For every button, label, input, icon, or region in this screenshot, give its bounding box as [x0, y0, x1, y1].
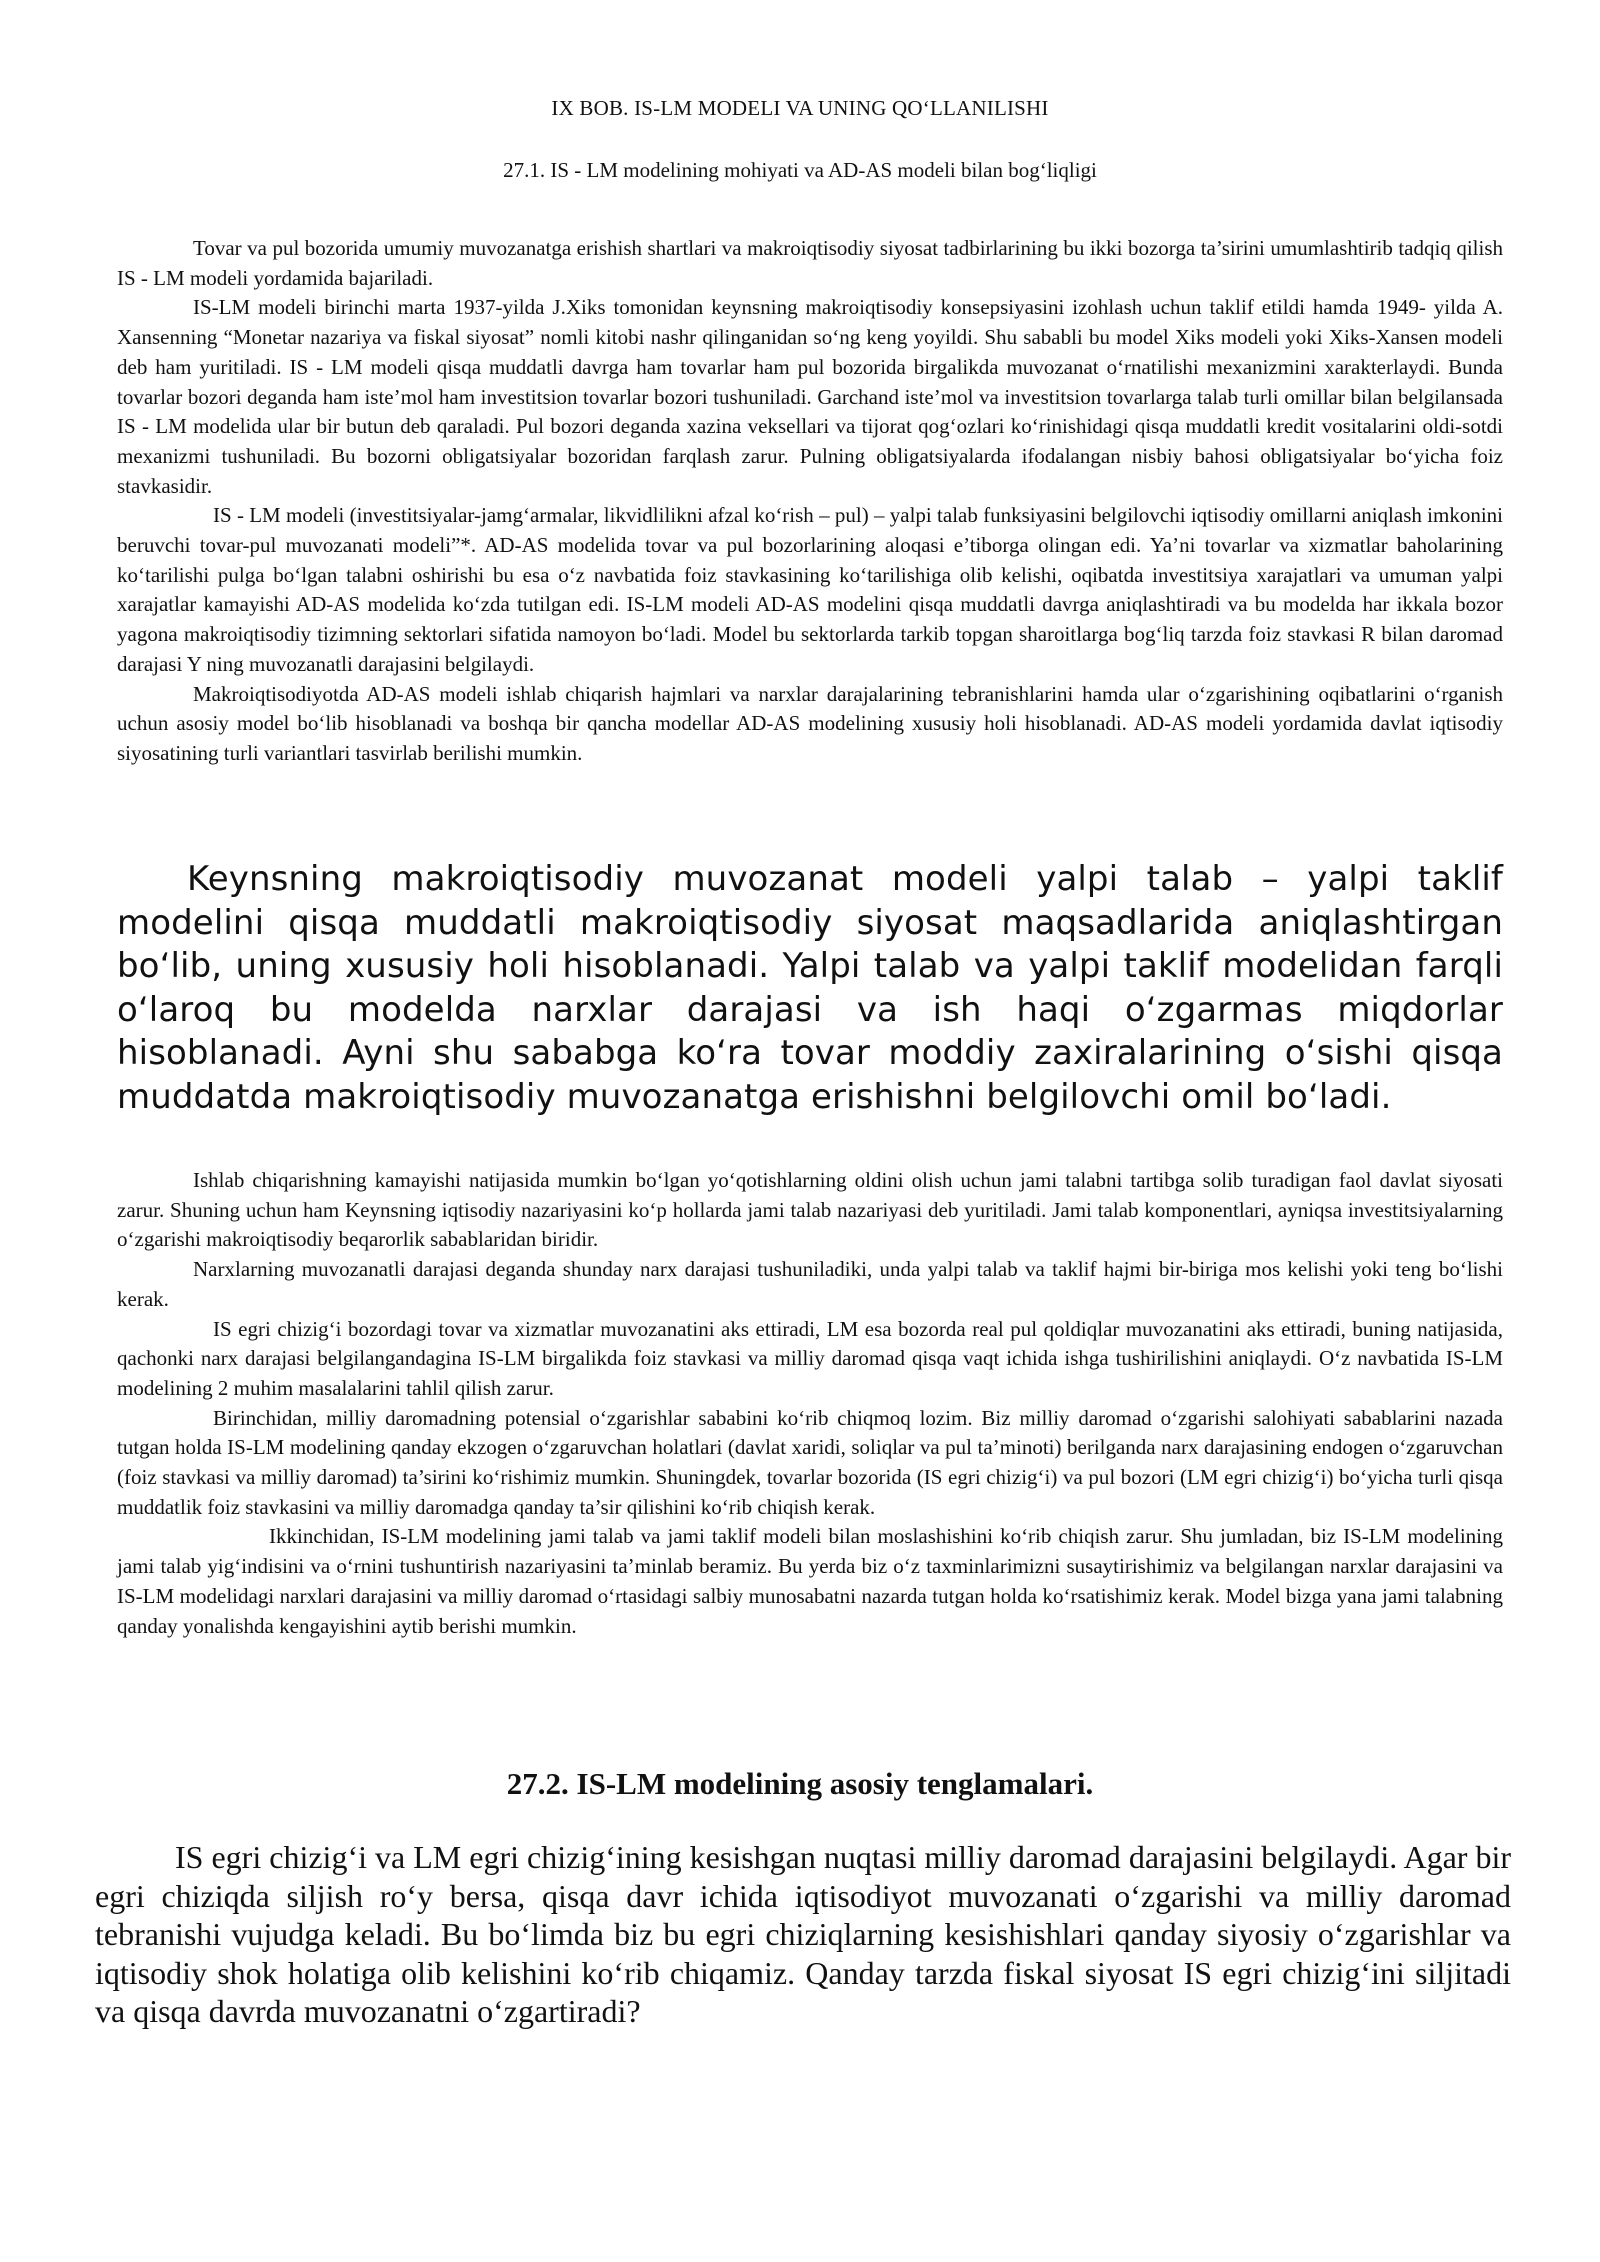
paragraph-second: Ikkinchidan, IS-LM modelining jami talab va jami taklif modeli bilan moslashishini ko‘rib chiqish zarur. Shu jumladan, biz IS-LM modelining jami talab yig‘indisini va o‘rnini tushuntirish nazariyasini ta’minlab beramiz. Bu yerda biz o‘z taxminlarimizni susaytirishimiz va belgilangan narxlar darajasini va IS-LM modelidagi narxlari darajasini va milliy daromad o‘rtasidagi salbiy munosabatni nazarda tutgan holda ko‘rsatishimiz kerak. Model bizga yana jami talabning qanday yonalishda kengayishini aytib berishi mumkin. — [117, 1524, 1503, 1638]
paragraph-history: IS-LM modeli birinchi marta 1937-yilda J.Xiks tomonidan keynsning makroiqtisodiy konsepsiyasini izohlash uchun taklif etildi hamda 1949- yilda A. Xansenning “Monetar nazariya va fiskal siyosat” nomli kitobi nashr qilinganidan so‘ng keng yoyildi. Shu sababli bu model Xiks modeli yoki Xiks-Xansen modeli deb ham yuritiladi. IS - LM modeli qisqa muddatli davrga ham tovarlar ham pul bozorida birgalikda muvozanat o‘rnatilishi mexanizmini xarakterlaydi. Bunda tovarlar bozori deganda ham iste’mol ham investitsion tovarlar bozori tushuniladi. Garchand iste’mol va investitsion tovarlarga talab turli omillar bilan belgilansada IS - LM modelida ular bir butun deb qaraladi. Pul bozori deganda xazina veksellari va tijorat qog‘ozlari ko‘rinishidagi qisqa muddatli kredit vositalarini oldi-sotdi mexanizmi tushuniladi. Bu bozorni obligatsiyalar bozoridan farqlash zarur. Pulning obligatsiyalarda ifodalangan nisbiy bahosi obligatsiyalar bo‘yicha foiz stavkasidir. — [117, 295, 1503, 498]
chapter-title: IX BOB. IS-LM MODELI VA UNING QO‘LLANILISHI — [551, 96, 1049, 120]
body-text-bottom — [117, 1166, 1503, 1641]
section-title-27-1: 27.1. IS - LM modelining mohiyati va AD-AS modeli bilan bog‘liqligi — [503, 158, 1097, 182]
paragraph-ad-as: Makroiqtisodiyotda AD-AS modeli ishlab chiqarish hajmlari va narxlar darajalarining tebranishlarini hamda ular o‘zgarishining oqibatlarini o‘rganish uchun asosiy model bo‘lib hisoblanadi va boshqa bir qancha modellar AD-AS modelining xususiy holi hisoblanadi. AD-AS modeli yordamida davlat iqtisodiy siyosatining turli variantlari tasvirlab berilishi mumkin. — [117, 681, 1503, 765]
paragraph-first: Birinchidan, milliy daromadning potensial o‘zgarishlar sababini ko‘rib chiqmoq lozim. Biz milliy daromad o‘zgarishi salohiyati sabablarini nazada tutgan holda IS-LM modelining qanday ekzogen o‘zgaruvchan holatlari (davlat xaridi, soliqlar va pul ta’minoti) berilganda narx darajasining endogen o‘zgaruvchan (foiz stavkasi va milliy daromad) ta’sirini ko‘rishimiz mumkin. Shuningdek, tovarlar bozorida (IS egri chizig‘i) va pul bozori (LM egri chizig‘i) bo‘yicha turli qisqa muddatlik foiz stavkasini va milliy daromadga qanday ta’sir qilishini ko‘rib chiqish kerak. — [117, 1405, 1503, 1519]
paragraph-is-lm-intersection: IS egri chizig‘i va LM egri chizig‘ining kesishgan nuqtasi milliy daromad darajasini belgilaydi. Agar bir egri chiziqda siljish ro‘y bersa, qisqa davr ichida iqtisodiyot muvozanati o‘zgarishi va milliy daromad tebranishi vujudga keladi. Bu bo‘limda biz bu egri chiziqlarning kesishishlari qanday siyosiy o‘zgarishlar va iqtisodiy shok holatiga olib kelishini ko‘rib chiqamiz. Qanday tarzda fiskal siyosat IS egri chizig‘ini siljitadi va qisqa davrda muvozanatni o‘zgartiradi? — [95, 1839, 1511, 2029]
paragraph-is-curve: IS egri chizig‘i bozordagi tovar va xizmatlar muvozanatini aks ettiradi, LM esa bozorda real pul qoldiqlar muvozanatini aks ettiradi, buning natijasida, qachonki narx darajasi belgilangandagina IS-LM birgalikda foiz stavkasi va milliy daromad qisqa vaqt ichida ishga tushirilishini aniqlaydi. O‘z navbatida IS-LM modelining 2 muhim masalalarini tahlil qilish zarur. — [117, 1316, 1503, 1400]
body-text-top — [117, 234, 1503, 769]
paragraph-is-lm-definition: IS - LM modeli (investitsiyalar-jamg‘armalar, likvidlilikni afzal ko‘rish – pul) – yalpi talab funksiyasini belgilovchi iqtisodiy omillarni aniqlash imkonini beruvchi tovar-pul muvozanati modeli”*. AD-AS modelida tovar va pul bozorlarining aloqasi e’tiborga olingan edi. Ya’ni tovarlar va xizmatlar baholarining ko‘tarilishi pulga bo‘lgan talabni oshirishi bu esa o‘z navbatida foiz stavkasining ko‘tarilishiga olib kelishi, oqibatda investitsiya xarajatlari va umuman yalpi xarajatlar kamayishi AD-AS modelida ko‘zda tutilgan edi. IS-LM modeli AD-AS modelini qisqa muddatli davrga aniqlashtiradi va bu modelda har ikkala bozor yagona makroiqtisodiy tizimning sektorlari sifatida namoyon bo‘ladi. Model bu sektorlarda tarkib topgan sharoitlarga bog‘liq tarzda foiz stavkasi R bilan daromad darajasi Y ning muvozanatli darajasini belgilaydi. — [117, 503, 1503, 676]
paragraph-equilibrium-price: Narxlarning muvozanatli darajasi deganda shunday narx darajasi tushuniladiki, unda yalpi talab va taklif hajmi bir-biriga mos kelishi yoki teng bo‘lishi kerak. — [117, 1257, 1503, 1311]
section-title-27-2: 27.2. IS-LM modelining asosiy tenglamalari. — [506, 1766, 1094, 1801]
paragraph-intro: Tovar va pul bozorida umumiy muvozanatga erishish shartlari va makroiqtisodiy siyosat tadbirlarining bu ikki bozorga ta’sirini umumlashtirib tadqiq qilish IS - LM modeli yordamida bajariladi. — [117, 236, 1503, 290]
paragraph-state-policy: Ishlab chiqarishning kamayishi natijasida mumkin bo‘lgan yo‘qotishlarning oldini olish uchun jami talabni tartibga solib turadigan faol davlat siyosati zarur. Shuning uchun ham Keynsning iqtisodiy nazariyasini ko‘p hollarda jami talab nazariyasi deb yuritiladi. Jami talab komponentlari, ayniqsa investitsiyalarning o‘zgarishi makroiqtisodiy beqarorlik sabablaridan biridir. — [117, 1168, 1503, 1252]
paragraph-keynes-model: Keynsning makroiqtisodiy muvozanat modeli yalpi talab – yalpi taklif modelini qisqa muddatli makroiqtisodiy siyosat maqsadlarida aniqlashtirgan bo‘lib, uning xususiy holi hisoblanadi. Yalpi talab va yalpi taklif modelidan farqli o‘laroq bu modelda narxlar darajasi va ish haqi o‘zgarmas miqdorlar hisoblanadi. Ayni shu sababga ko‘ra tovar moddiy zaxiralarining o‘sishi qisqa muddatda makroiqtisodiy muvozanatga erishishni belgilovchi omil bo‘ladi. — [117, 859, 1503, 1117]
